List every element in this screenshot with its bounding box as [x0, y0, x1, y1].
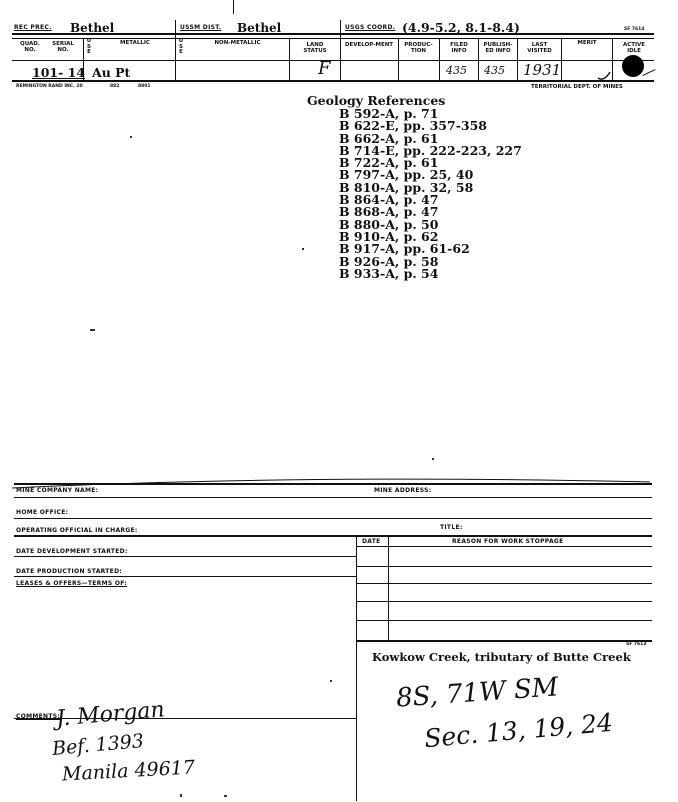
geology-reference: B 933-A, p. 54	[339, 265, 439, 281]
speck	[330, 680, 332, 682]
metallic-value: Au Pt	[92, 65, 131, 80]
stoppage-table-divider	[388, 535, 389, 641]
quad-serial-value: 101- 14	[32, 65, 86, 80]
active-idle-slash	[642, 69, 655, 76]
col-non-metallic: NON-METALLIC	[214, 40, 261, 46]
header-mid-rule	[12, 38, 654, 39]
title-label: TITLE:	[440, 524, 463, 531]
col-divider	[289, 38, 290, 80]
geology-title: Geology References	[307, 93, 446, 108]
geology-reference: B 622-E, pp. 357-358	[339, 118, 487, 134]
reason-col-header: REASON FOR WORK STOPPAGE	[452, 538, 564, 545]
tear-line	[10, 472, 670, 492]
ussm-dist-label: USSM DIST.	[180, 24, 222, 31]
operating-official-label: OPERATING OFFICIAL IN CHARGE:	[16, 527, 138, 534]
form-code-bottom: SF 7613	[626, 642, 647, 647]
speck	[130, 136, 132, 138]
merit-check-mark	[596, 64, 616, 82]
stoppage-table-left	[356, 535, 357, 801]
col-active-idle: ACTIVE IDLE	[622, 42, 646, 54]
col-metallic: METALLIC	[120, 40, 150, 46]
col-divider	[478, 38, 479, 80]
stoppage-row-line	[356, 601, 652, 602]
geology-reference: B 797-A, pp. 25, 40	[339, 167, 474, 183]
handwritten-sections: Sec. 13, 19, 24	[423, 707, 614, 754]
col-production: PRODUC-TION	[404, 42, 433, 54]
stoppage-row-line	[356, 640, 652, 642]
form-rule	[14, 483, 652, 485]
speck	[432, 458, 434, 460]
geology-reference: B 910-A, p. 62	[339, 228, 439, 244]
leases-offers-label: LEASES & OFFERS—TERMS OF:	[16, 580, 128, 587]
typed-location: Kowkow Creek, tributary of Butte Creek	[372, 650, 631, 664]
home-office-label: HOME OFFICE:	[16, 509, 69, 516]
comments-label: COMMENTS:	[16, 713, 61, 720]
speck	[180, 794, 182, 797]
col-serial-no: SERIAL NO.	[52, 41, 74, 53]
row-bottom-rule	[12, 80, 654, 82]
handwritten-comment-1: J. Morgan	[55, 697, 166, 732]
col-divider	[340, 20, 341, 80]
geology-reference: B 722-A, p. 61	[339, 155, 439, 171]
col-use-metallic: U S E	[86, 38, 92, 55]
col-development: DEVELOP-MENT	[344, 42, 394, 48]
usgs-coord-value: (4.9-5.2, 8.1-8.4)	[402, 20, 520, 35]
form-rule	[14, 518, 652, 519]
date-prod-started-label: DATE PRODUCTION STARTED:	[16, 568, 123, 575]
stoppage-row-line	[356, 583, 652, 584]
form-rule	[14, 576, 356, 577]
date-col-header: DATE	[362, 538, 381, 545]
form-rule	[14, 497, 652, 498]
rec-prec-label: REC PREC.	[14, 24, 52, 31]
ussm-dist-value: Bethel	[237, 21, 282, 35]
handwritten-township: 8S, 71W SM	[395, 672, 560, 714]
stoppage-row-line	[356, 566, 652, 567]
printer-code: REMINGTON RAND INC. 20	[16, 84, 83, 89]
col-merit: MERIT	[577, 40, 597, 46]
col-divider	[439, 38, 440, 80]
col-use-nonmetallic: U S E	[178, 38, 184, 55]
dept-label: TERRITORIAL DEPT. OF MINES	[531, 84, 623, 90]
stoppage-row-line	[356, 620, 652, 621]
form-code-top: SF 7614	[624, 27, 645, 32]
geology-reference-list	[339, 108, 522, 280]
form-rule	[356, 546, 652, 547]
geology-reference: B 868-A, p. 47	[339, 204, 439, 220]
geology-reference: B 917-A, pp. 61-62	[339, 241, 470, 257]
mine-company-name-label: MINE COMPANY NAME:	[16, 487, 99, 494]
date-dev-started-label: DATE DEVELOPMENT STARTED:	[16, 548, 128, 555]
geology-reference: B 662-A, p. 61	[339, 130, 439, 146]
speck	[302, 248, 304, 250]
filed-info-value: 435	[446, 64, 467, 77]
col-last-visited: LAST VISITED	[527, 42, 552, 54]
col-divider	[398, 38, 399, 80]
geology-reference: B 880-A, p. 50	[339, 216, 439, 232]
geology-reference: B 592-A, p. 71	[339, 106, 439, 121]
published-info-value: 435	[484, 64, 505, 77]
form-rule	[14, 556, 356, 557]
geology-reference: B 926-A, p. 58	[339, 253, 439, 269]
last-visited-value: 1931	[523, 61, 562, 79]
form-rule	[14, 535, 652, 537]
speck	[90, 329, 95, 331]
col-filed-info: FILED INFO	[450, 42, 468, 54]
col-land-status: LAND STATUS	[303, 42, 327, 54]
usgs-coord-label: USGS COORD.	[345, 24, 396, 31]
speck	[224, 795, 227, 797]
mine-address-label: MINE ADDRESS:	[374, 487, 432, 494]
form-code-2: 8801	[138, 84, 151, 89]
rec-prec-value: Bethel	[70, 21, 115, 35]
geology-reference: B 714-E, pp. 222-223, 227	[339, 142, 522, 158]
col-divider	[517, 38, 518, 80]
top-tick	[233, 0, 234, 14]
col-quad-no: QUAD. NO.	[20, 41, 40, 53]
handwritten-comment-3: Manila 49617	[61, 756, 196, 786]
col-published-info: PUBLISH-ED INFO	[483, 42, 513, 54]
geology-reference: B 864-A, p. 47	[339, 192, 439, 208]
active-idle-dot	[622, 55, 644, 77]
land-status-value: F	[318, 58, 331, 79]
handwritten-comment-2: Bef. 1393	[51, 730, 145, 760]
geology-reference: B 810-A, pp. 32, 58	[339, 179, 474, 195]
col-divider	[175, 20, 176, 80]
form-code-1: 882	[110, 84, 120, 89]
